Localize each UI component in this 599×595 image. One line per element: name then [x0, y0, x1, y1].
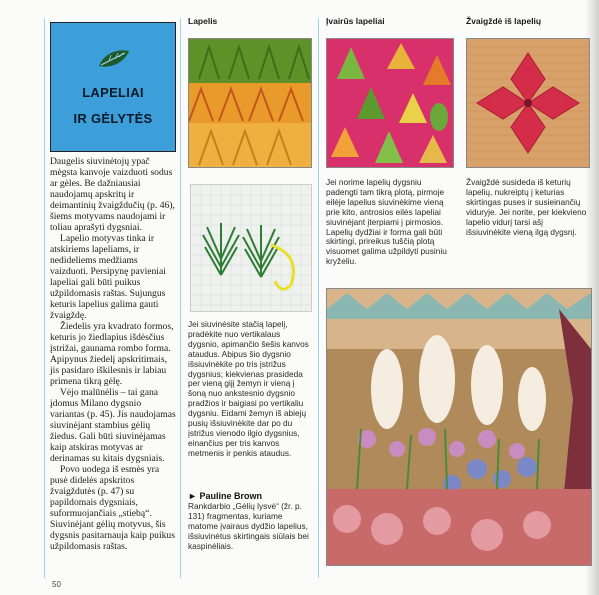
section-title-box: [50, 22, 176, 152]
caption-zvaigzde: Žvaigždė iš lapelių: [466, 16, 542, 26]
zvaigzde-text: Žvaigždė susideda iš keturių lapelių, nukreiptų į keturias skirtingas puses ir susieinančių viduryje. Jei norite, per kiekvieno lapelio vidurį tarsi ašį išsiuvinėkite vieną ilgą dygsnį.: [466, 177, 587, 237]
column-rule: [44, 18, 45, 578]
intro-paragraph: Vėjo malūnėlis – tai gana įdomus Milano dygsnio variantas (p. 45). Jis naudojamas siuvinėjant stambius gėlių žiedus. Gali būti siuvinėjamas kaip atskiras motyvas ar derinamas su kitais dygsniais.: [50, 387, 176, 464]
photo-geliu-lysve: [326, 288, 592, 566]
intro-paragraph: Žiedelis yra kvadrato formos, keturis jo žiedlapius išdėsčius įstrižai, gaunama rombo forma. Apipynus žiedelį apskritimais, jis pasidaro iškilesnis ir labiau primena tikrą gėlę.: [50, 321, 174, 387]
triangle-bullet-icon: ►: [188, 491, 197, 501]
intro-paragraph: Povo uodega iš esmės yra pusė didelės apskritos žvaigždutės (p. 47) su papildomais dygsniais, suformuojančiais „stiebą“. Siuvinėjant gėlių motyvus, šis dygsnis pasitarnauja kaip puikus užpildomasis raštas.: [50, 464, 175, 552]
intro-text: [50, 156, 176, 552]
intro-paragraph: Lapelio motyvas tinka ir atskiriems lapeliams, ir nedideliems medžiams vaizduoti. Persipynę pavieniai lapeliai gali būti puikus užpildomasis raštas. Sujungus keturis lapelius galima gauti žvaigždę.: [50, 233, 166, 321]
credit-name: Pauline Brown: [199, 491, 262, 501]
page-title-line1: LAPELIAI: [82, 85, 144, 100]
photo-lapelis-stitch: [188, 38, 312, 168]
caption-ivairus-lapeliai: Įvairūs lapeliai: [326, 16, 385, 26]
lapelis-text: Jei siuvinėsite stačią lapelį, pradėkite nuo vertikalaus dygsnio, apimančio šešis kanvos ataudus. Abipus šio dygsnio išsiuvinėkite po tris įstrižus dygsnius; kiekvienas prasideda per vieną gijį žemyn ir vieną į šoną nuo ankstesnio dygsnio pradžios ir baigiasi po vertikaliu dygsniu. Eidami žemyn iš abiejų pusių išsiuvinėkite dar po du įstrižus vienodo ilgio dygsnius, einančius per tris kanvos metmenis ir penkis ataudus.: [188, 319, 309, 458]
leaf-icon: [97, 47, 131, 69]
column-rule: [318, 18, 319, 578]
credit-block: [188, 492, 312, 551]
diagram-lapelis: [190, 184, 312, 312]
photo-zvaigzde-is-lapeliu: [466, 38, 590, 168]
page-number: 50: [52, 580, 61, 589]
column-rule: [180, 18, 181, 578]
caption-lapelis: Lapelis: [188, 16, 218, 26]
page-title-line2: IR GĖLYTĖS: [73, 111, 153, 126]
photo-ivairus-lapeliai: [326, 38, 454, 168]
ivairus-lapeliai-text: Jei norime lapelių dygsniu padengti tam tikrą plotą, pirmoje eilėje lapelius siuvinėkime vieną prie kito, antrosios eilės lapeliai siuvinėjant įterpiami į pirmosios. Lapelių dydžiai ir forma gali būti skirtingi, prireikus tuščią plotą visuomet galima užpildyti pusiniu kryželiu.: [326, 177, 447, 267]
credit-text: Rankdarbio „Gėlių lysvė“ (žr. p. 131) fragmentas, kuriame matome įvairaus dydžio lapelius, išsiuvinėtus skirtingais siūlais bei kaspinėliais.: [188, 500, 309, 551]
intro-paragraph: Daugelis siuvinėtojų ypač mėgsta kanvoje vaizduoti sodus ar gėles. Be dažniausiai naudojamų apskritų ir deimantinių žvaigždučių (p. 46), šiems motyvams naudojami ir toliau aprašyti dygsniai.: [50, 156, 175, 233]
